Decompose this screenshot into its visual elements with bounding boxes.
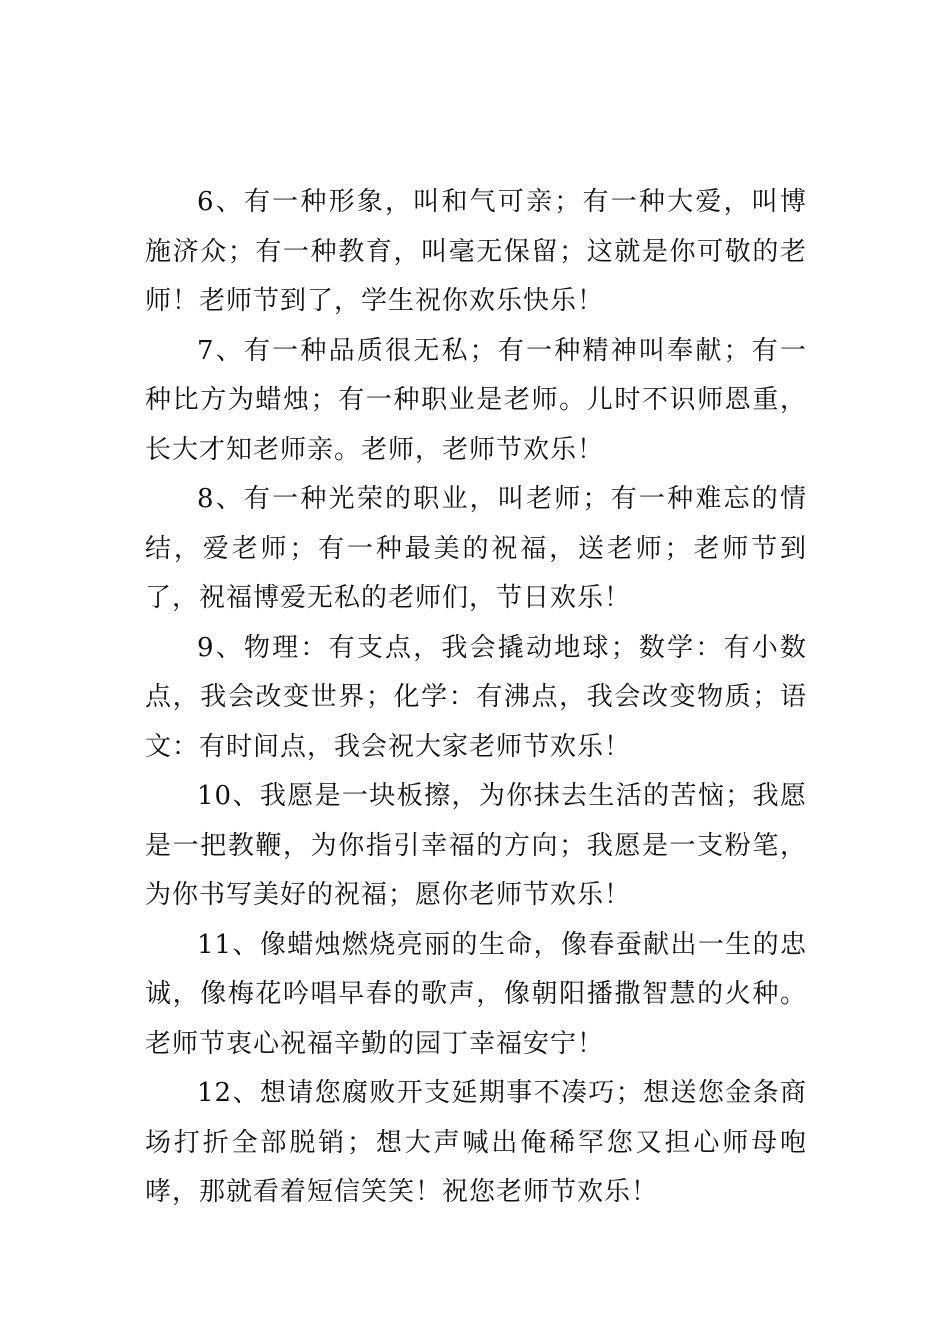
paragraph-12: 12、想请您腐败开支延期事不凑巧；想送您金条商场打折全部脱销；想大声喊出俺稀罕您又担心师母咆哮，那就看着短信笑笑！祝您老师节欢乐！ xyxy=(145,1078,807,1207)
paragraph-11: 11、像蜡烛燃烧亮丽的生命，像春蚕献出一生的忠诚，像梅花吟唱早春的歌声，像朝阳播撒智慧的火种。老师节衷心祝福辛勤的园丁幸福安宁！ xyxy=(145,929,807,1059)
document-body xyxy=(145,178,807,1218)
paragraph-9: 9、物理：有支点，我会撬动地球；数学：有小数点，我会改变世界；化学：有沸点，我会改变物质；语文：有时间点，我会祝大家老师节欢乐！ xyxy=(145,632,807,762)
paragraph-8: 8、有一种光荣的职业，叫老师；有一种难忘的情结，爱老师；有一种最美的祝福，送老师；老师节到了，祝福博爱无私的老师们，节日欢乐！ xyxy=(145,484,807,613)
paragraph-10: 10、我愿是一块板擦，为你抹去生活的苦恼；我愿是一把教鞭，为你指引幸福的方向；我愿是一支粉笔，为你书写美好的祝福；愿你老师节欢乐！ xyxy=(145,781,807,910)
paragraph-6: 6、有一种形象，叫和气可亲；有一种大爱，叫博施济众；有一种教育，叫毫无保留；这就是你可敬的老师！老师节到了，学生祝你欢乐快乐！ xyxy=(145,187,807,316)
paragraph-7: 7、有一种品质很无私；有一种精神叫奉献；有一种比方为蜡烛；有一种职业是老师。儿时不识师恩重，长大才知老师亲。老师，老师节欢乐！ xyxy=(145,335,807,465)
